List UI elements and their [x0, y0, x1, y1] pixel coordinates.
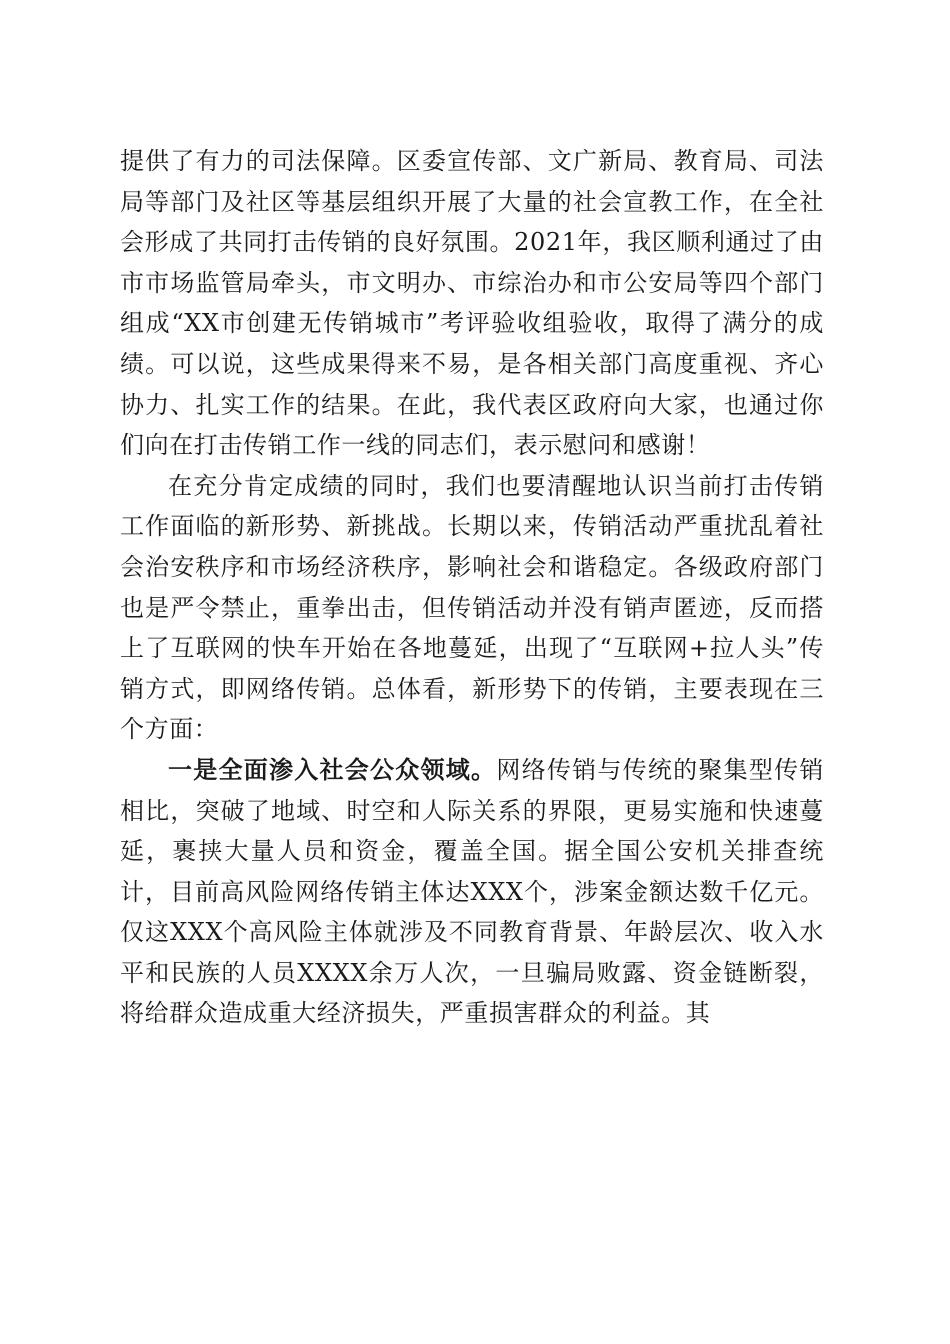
paragraph-2	[120, 466, 824, 750]
paragraph-1	[120, 141, 824, 466]
paragraph-3	[120, 750, 824, 1034]
paragraph-1-text: 提供了有力的司法保障。区委宣传部、文广新局、教育局、司法局等部门及社区等基层组织开展了大量的社会宣教工作，在全社会形成了共同打击传销的良好氛围。2021年，我区顺利通过了由市市场监管局牵头，市文明办、市综治办和市公安局等四个部门组成“XX市创建无传销城市”考评验收组验收，取得了满分的成绩。可以说，这些成果得来不易，是各相关部门高度重视、齐心协力、扎实工作的结果。在此，我代表区政府向大家，也通过你们向在打击传销工作一线的同志们，表示慰问和感谢！	[120, 147, 824, 460]
paragraph-3-text: 网络传销与传统的聚集型传销相比，突破了地域、时空和人际关系的界限，更易实施和快速蔓延，裹挟大量人员和资金，覆盖全国。据全国公安机关排查统计，目前高风险网络传销主体达XXX个，涉案金额达数千亿元。仅这XXX个高风险主体就涉及不同教育背景、年龄层次、收入水平和民族的人员XXXX余万人次，一旦骗局败露、资金链断裂，将给群众造成重大经济损失，严重损害群众的利益。其	[120, 755, 824, 1028]
paragraph-3-heading: 一是全面渗入社会公众领域。	[168, 754, 497, 784]
document-body	[120, 141, 824, 1034]
paragraph-2-text: 在充分肯定成绩的同时，我们也要清醒地认识当前打击传销工作面临的新形势、新挑战。长期以来，传销活动严重扰乱着社会治安秩序和市场经济秩序，影响社会和谐稳定。各级政府部门也是严令禁止，重拳出击，但传销活动并没有销声匿迹，反而搭上了互联网的快车开始在各地蔓延，出现了“互联网+拉人头”传销方式，即网络传销。总体看，新形势下的传销，主要表现在三个方面：	[120, 471, 824, 744]
